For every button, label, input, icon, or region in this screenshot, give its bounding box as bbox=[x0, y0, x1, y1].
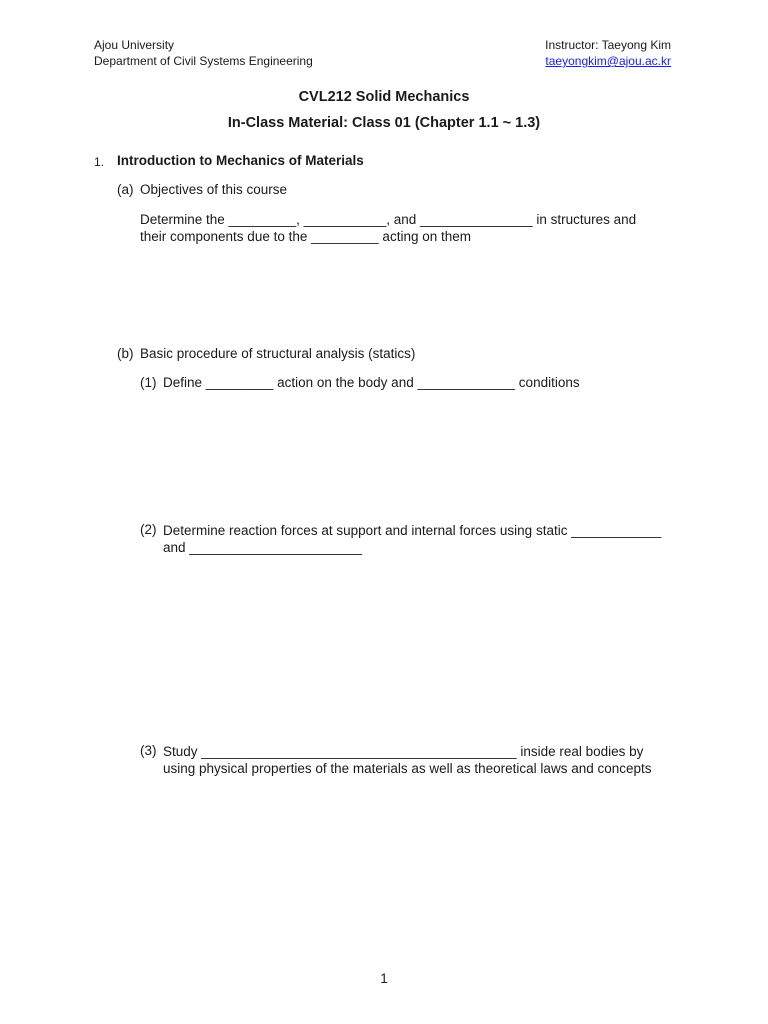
item-b-label: (b) bbox=[117, 346, 134, 361]
item-a-label: (a) bbox=[117, 182, 134, 197]
page-number: 1 bbox=[380, 971, 388, 986]
item-a-body-line2: their components due to the _________ acting on them bbox=[140, 229, 471, 244]
step3-label: (3) bbox=[140, 743, 157, 758]
step1-text: Define _________ action on the body and _____________ conditions bbox=[163, 375, 580, 390]
step2-label: (2) bbox=[140, 522, 157, 537]
step1-label: (1) bbox=[140, 375, 157, 390]
step2-line2: and _______________________ bbox=[163, 540, 362, 555]
item-a-text: Objectives of this course bbox=[140, 182, 288, 197]
step3-line1: Study __________________________________________ inside real bodies by bbox=[163, 744, 644, 759]
item-a-body-line1: Determine the _________, ___________, and _______________ in structures and bbox=[140, 212, 637, 227]
instructor-name: Instructor: Taeyong Kim bbox=[545, 38, 671, 52]
step3-line2: using physical properties of the materials as well as theoretical laws and concepts bbox=[163, 761, 652, 776]
material-title: In-Class Material: Class 01 (Chapter 1.1 ~ 1.3) bbox=[227, 115, 541, 131]
instructor-email-link[interactable]: taeyongkim@ajou.ac.kr bbox=[545, 54, 671, 68]
section-heading: Introduction to Mechanics of Materials bbox=[117, 153, 364, 168]
course-title: CVL212 Solid Mechanics bbox=[298, 89, 470, 105]
item-b-text: Basic procedure of structural analysis (statics) bbox=[140, 346, 416, 361]
section-number: 1. bbox=[94, 155, 105, 169]
department-name: Department of Civil Systems Engineering bbox=[94, 54, 313, 68]
university-name: Ajou University bbox=[94, 38, 175, 52]
step2-line1: Determine reaction forces at support and internal forces using static ____________ bbox=[163, 523, 662, 538]
